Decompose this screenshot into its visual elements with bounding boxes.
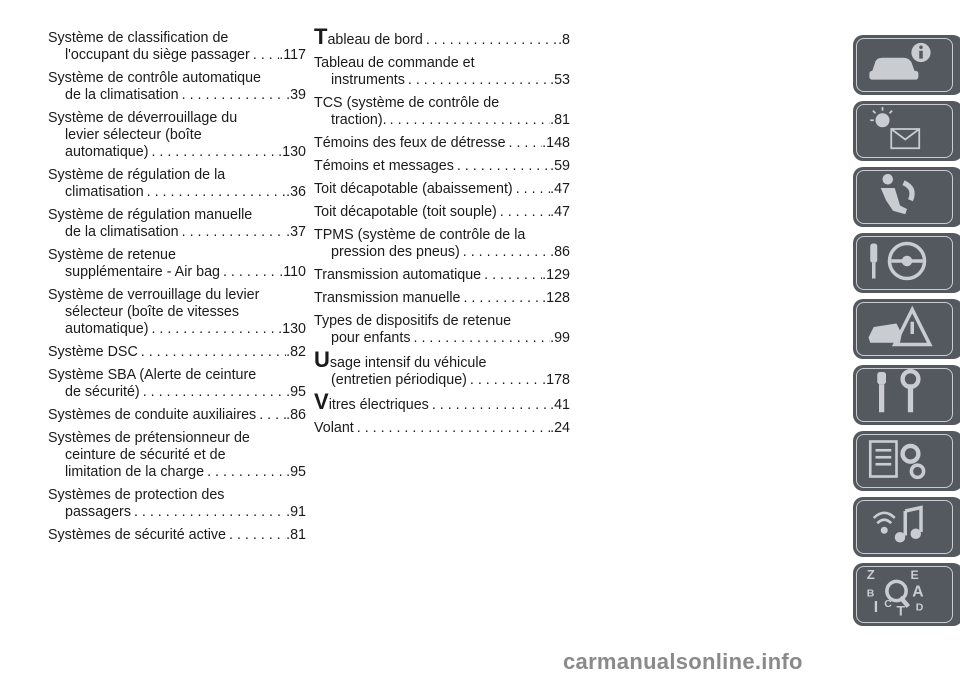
- leader-dots: [148, 144, 278, 161]
- entry-text: [331, 244, 460, 261]
- entry-text-line: Système de régulation manuelle: [48, 207, 253, 223]
- svg-text:C: C: [884, 597, 892, 610]
- entry-last-line: [48, 407, 306, 424]
- leader-dots: [423, 32, 558, 49]
- index-entry[interactable]: [48, 110, 306, 161]
- leader-dots: [460, 244, 550, 261]
- entry-text-line: Système de déverrouillage du: [48, 110, 238, 126]
- entry-text: [314, 158, 454, 175]
- entry-text: [314, 290, 460, 307]
- page-number: .91: [286, 504, 306, 520]
- page-number: .99: [550, 330, 570, 346]
- entry-label: de la climatisation: [65, 87, 179, 103]
- entry-label: instruments: [331, 72, 405, 88]
- entry-text: [314, 267, 481, 284]
- entry-text-line: Systèmes de protection des: [48, 487, 225, 503]
- entry-label: Transmission automatique: [314, 267, 482, 283]
- index-entry[interactable]: [314, 24, 570, 49]
- entry-label: itres électriques: [328, 397, 429, 413]
- entry-text: [65, 47, 250, 64]
- index-entry[interactable]: [314, 95, 570, 129]
- index-entry[interactable]: [48, 367, 306, 401]
- entry-label: Toit décapotable (toit souple): [314, 204, 497, 220]
- index-entry[interactable]: [314, 204, 570, 221]
- index-entry[interactable]: [314, 347, 570, 389]
- leader-dots: [226, 527, 286, 544]
- page-number: .53: [550, 72, 570, 88]
- leader-dots: [179, 224, 286, 241]
- entry-text: [65, 504, 131, 521]
- page-number: .37: [286, 224, 306, 240]
- page-number: .148: [542, 135, 570, 151]
- entry-last-line: [48, 321, 306, 338]
- index-column-left: [48, 30, 306, 550]
- section-tab[interactable]: [853, 497, 960, 557]
- entry-text-line: Système SBA (Alerte de ceinture: [48, 367, 257, 383]
- entry-text: (entretien périodique): [331, 372, 467, 388]
- index-entry[interactable]: [314, 290, 570, 307]
- index-entry[interactable]: [314, 158, 570, 175]
- entry-text-line: Tableau de commande et: [314, 55, 475, 71]
- leader-dots: [467, 372, 542, 389]
- index-entry[interactable]: [314, 227, 570, 261]
- page-number: .129: [542, 267, 570, 283]
- index-entry[interactable]: [48, 207, 306, 241]
- entry-text: [65, 264, 220, 281]
- entry-last-line: [48, 184, 306, 201]
- entry-last-line: [48, 87, 306, 104]
- entry-label: Volant: [314, 420, 354, 436]
- leader-dots: [497, 204, 550, 221]
- entry-label: passagers: [65, 504, 131, 520]
- entry-last-line: [48, 264, 306, 281]
- page-number: .39: [286, 87, 306, 103]
- section-tab[interactable]: [853, 431, 960, 491]
- page-number: .81: [550, 112, 570, 128]
- entry-text: [48, 527, 226, 544]
- entry-label: automatique): [65, 321, 149, 337]
- page-number: .81: [286, 527, 306, 543]
- entry-text: [65, 384, 140, 401]
- entry-text: [48, 407, 256, 424]
- entry-last-line: [48, 47, 306, 64]
- index-entry[interactable]: [48, 344, 306, 361]
- entry-label: l'occupant du siège passager: [65, 47, 250, 63]
- leader-dots: [354, 420, 550, 437]
- entry-text-line: Types de dispositifs de retenue: [314, 313, 512, 329]
- entry-text-line: Système de classification de: [48, 30, 229, 46]
- leader-dots: [387, 112, 551, 129]
- index-entry[interactable]: [48, 287, 306, 338]
- entry-text: [314, 204, 497, 221]
- page-number: .36: [286, 184, 306, 200]
- entry-text: [331, 112, 387, 129]
- entry-label: de la climatisation: [65, 224, 179, 240]
- entry-label: climatisation: [65, 184, 144, 200]
- entry-text: sage intensif du véhicule: [329, 355, 487, 371]
- svg-text:D: D: [915, 601, 924, 614]
- index-entry[interactable]: [314, 135, 570, 152]
- leader-dots: [179, 87, 286, 104]
- leader-dots: [140, 384, 286, 401]
- index-entry[interactable]: [314, 389, 570, 414]
- section-initial: U: [314, 347, 330, 372]
- entry-last-line: [314, 389, 570, 414]
- entry-last-line: [48, 384, 306, 401]
- entry-text-line: Système de verrouillage du levier: [48, 287, 260, 303]
- index-entry[interactable]: [314, 420, 570, 437]
- leader-dots: [411, 330, 551, 347]
- entry-label: Systèmes de sécurité active: [48, 527, 226, 543]
- entry-text-line: TPMS (système de contrôle de la: [314, 227, 526, 243]
- page-number: .95: [286, 384, 306, 400]
- entry-last-line: [48, 224, 306, 241]
- index-entry[interactable]: [314, 267, 570, 284]
- entry-text-line: Système de contrôle automatique: [48, 70, 261, 86]
- section-tab[interactable]: [853, 299, 960, 359]
- entry-last-line: [314, 267, 570, 284]
- index-column-right: [314, 24, 570, 443]
- leader-dots: [460, 290, 542, 307]
- index-entry[interactable]: [48, 167, 306, 201]
- entry-label: Témoins et messages: [314, 158, 454, 174]
- entry-last-line: [314, 372, 570, 389]
- entry-label: Toit décapotable (abaissement): [314, 181, 513, 197]
- watermark: carmanualsonline.info: [563, 649, 803, 674]
- entry-label: limitation de la charge: [65, 464, 205, 480]
- entry-last-line: [48, 144, 306, 161]
- leader-dots: [131, 504, 286, 521]
- entry-text: [314, 389, 429, 414]
- entry-text: [314, 420, 354, 437]
- leader-dots: [429, 397, 550, 414]
- section-tab[interactable]: [853, 167, 960, 227]
- entry-last-line: [48, 527, 306, 544]
- entry-text: [331, 72, 405, 89]
- section-tab[interactable]: [853, 563, 960, 626]
- page-number: .47: [550, 204, 570, 220]
- page-number: .59: [550, 158, 570, 174]
- entry-text: [65, 87, 179, 104]
- entry-last-line: [314, 290, 570, 307]
- entry-text: [65, 464, 204, 481]
- entry-text-line: levier sélecteur (boîte: [65, 127, 202, 143]
- entry-text-line: TCS (système de contrôle de: [314, 95, 500, 111]
- entry-text-line: Systèmes de prétensionneur de: [48, 430, 250, 446]
- section-tab[interactable]: [853, 101, 960, 161]
- entry-label: ableau de bord: [327, 32, 423, 48]
- index-entry[interactable]: [314, 181, 570, 198]
- entry-text: [331, 330, 411, 347]
- entry-last-line: [314, 24, 570, 49]
- entry-text: [48, 344, 138, 361]
- leader-dots: [481, 267, 542, 284]
- page-number: .178: [542, 372, 570, 388]
- svg-text:A: A: [912, 583, 924, 601]
- section-initial: V: [314, 389, 329, 414]
- page-number: .117: [279, 47, 306, 63]
- entry-text-line: sélecteur (boîte de vitesses: [65, 304, 240, 320]
- page-number: .130: [278, 321, 306, 337]
- entry-last-line: [314, 158, 570, 175]
- entry-label: Transmission manuelle: [314, 290, 461, 306]
- index-entry[interactable]: [48, 527, 306, 544]
- entry-text-line: [314, 347, 570, 372]
- section-tab[interactable]: [853, 233, 960, 293]
- leader-dots: [405, 72, 550, 89]
- section-tab[interactable]: [853, 365, 960, 425]
- page-number: .95: [286, 464, 306, 480]
- entry-text: [314, 135, 506, 152]
- page-number: .8: [558, 32, 570, 48]
- index-entry[interactable]: [48, 487, 306, 521]
- page-number: .86: [550, 244, 570, 260]
- section-initial: T: [314, 24, 328, 49]
- entry-last-line: [314, 181, 570, 198]
- leader-dots: [144, 184, 286, 201]
- leader-dots: [148, 321, 278, 338]
- page-number: .24: [550, 420, 570, 436]
- entry-last-line: [314, 244, 570, 261]
- leader-dots: [454, 158, 550, 175]
- svg-text:B: B: [866, 587, 875, 600]
- entry-text: [65, 224, 179, 241]
- svg-text:I: I: [873, 599, 879, 616]
- page-number: .128: [542, 290, 570, 306]
- index-entry[interactable]: [48, 407, 306, 424]
- entry-last-line: [314, 420, 570, 437]
- svg-text:Z: Z: [866, 566, 875, 582]
- entry-text: [314, 181, 513, 198]
- svg-text:T: T: [896, 602, 906, 616]
- leader-dots: [204, 464, 286, 481]
- leader-dots: [506, 135, 543, 152]
- index-entry[interactable]: [314, 313, 570, 347]
- entry-last-line: [314, 204, 570, 221]
- entry-last-line: [48, 344, 306, 361]
- entry-text-line: ceinture de sécurité et de: [65, 447, 226, 463]
- entry-text-line: Système de régulation de la: [48, 167, 226, 183]
- entry-label: Système DSC: [48, 344, 138, 360]
- entry-last-line: [314, 135, 570, 152]
- page-number: .130: [278, 144, 306, 160]
- entry-text: [65, 144, 148, 161]
- entry-label: de sécurité): [65, 384, 140, 400]
- entry-label: traction).: [331, 112, 387, 128]
- index-entry[interactable]: [48, 247, 306, 281]
- entry-label: supplémentaire - Air bag: [65, 264, 220, 280]
- entry-last-line: [48, 464, 306, 481]
- entry-last-line: [314, 112, 570, 129]
- entry-text: [65, 184, 144, 201]
- entry-text-line: Système de retenue: [48, 247, 176, 263]
- index-entry[interactable]: [314, 55, 570, 89]
- index-entry[interactable]: [48, 70, 306, 104]
- entry-text: [65, 321, 148, 338]
- svg-text:E: E: [910, 567, 919, 582]
- entry-text: [314, 24, 423, 49]
- leader-dots: [220, 264, 279, 281]
- page-number: .41: [550, 397, 570, 413]
- page-number: .82: [286, 344, 306, 360]
- page-number: .86: [286, 407, 306, 423]
- entry-label: pression des pneus): [331, 244, 460, 260]
- leader-dots: [513, 181, 550, 198]
- entry-last-line: [314, 330, 570, 347]
- entry-label: pour enfants: [331, 330, 411, 346]
- leader-dots: [250, 47, 279, 64]
- entry-label: Systèmes de conduite auxiliaires: [48, 407, 257, 423]
- leader-dots: [138, 344, 286, 361]
- page-number: .110: [279, 264, 306, 280]
- index-entry[interactable]: [48, 430, 306, 481]
- entry-last-line: [314, 72, 570, 89]
- entry-label: Témoins des feux de détresse: [314, 135, 506, 151]
- page-number: .47: [550, 181, 570, 197]
- index-entry[interactable]: [48, 30, 306, 64]
- entry-label: automatique): [65, 144, 149, 160]
- entry-last-line: [48, 504, 306, 521]
- leader-dots: [256, 407, 286, 424]
- section-tab[interactable]: [853, 35, 960, 95]
